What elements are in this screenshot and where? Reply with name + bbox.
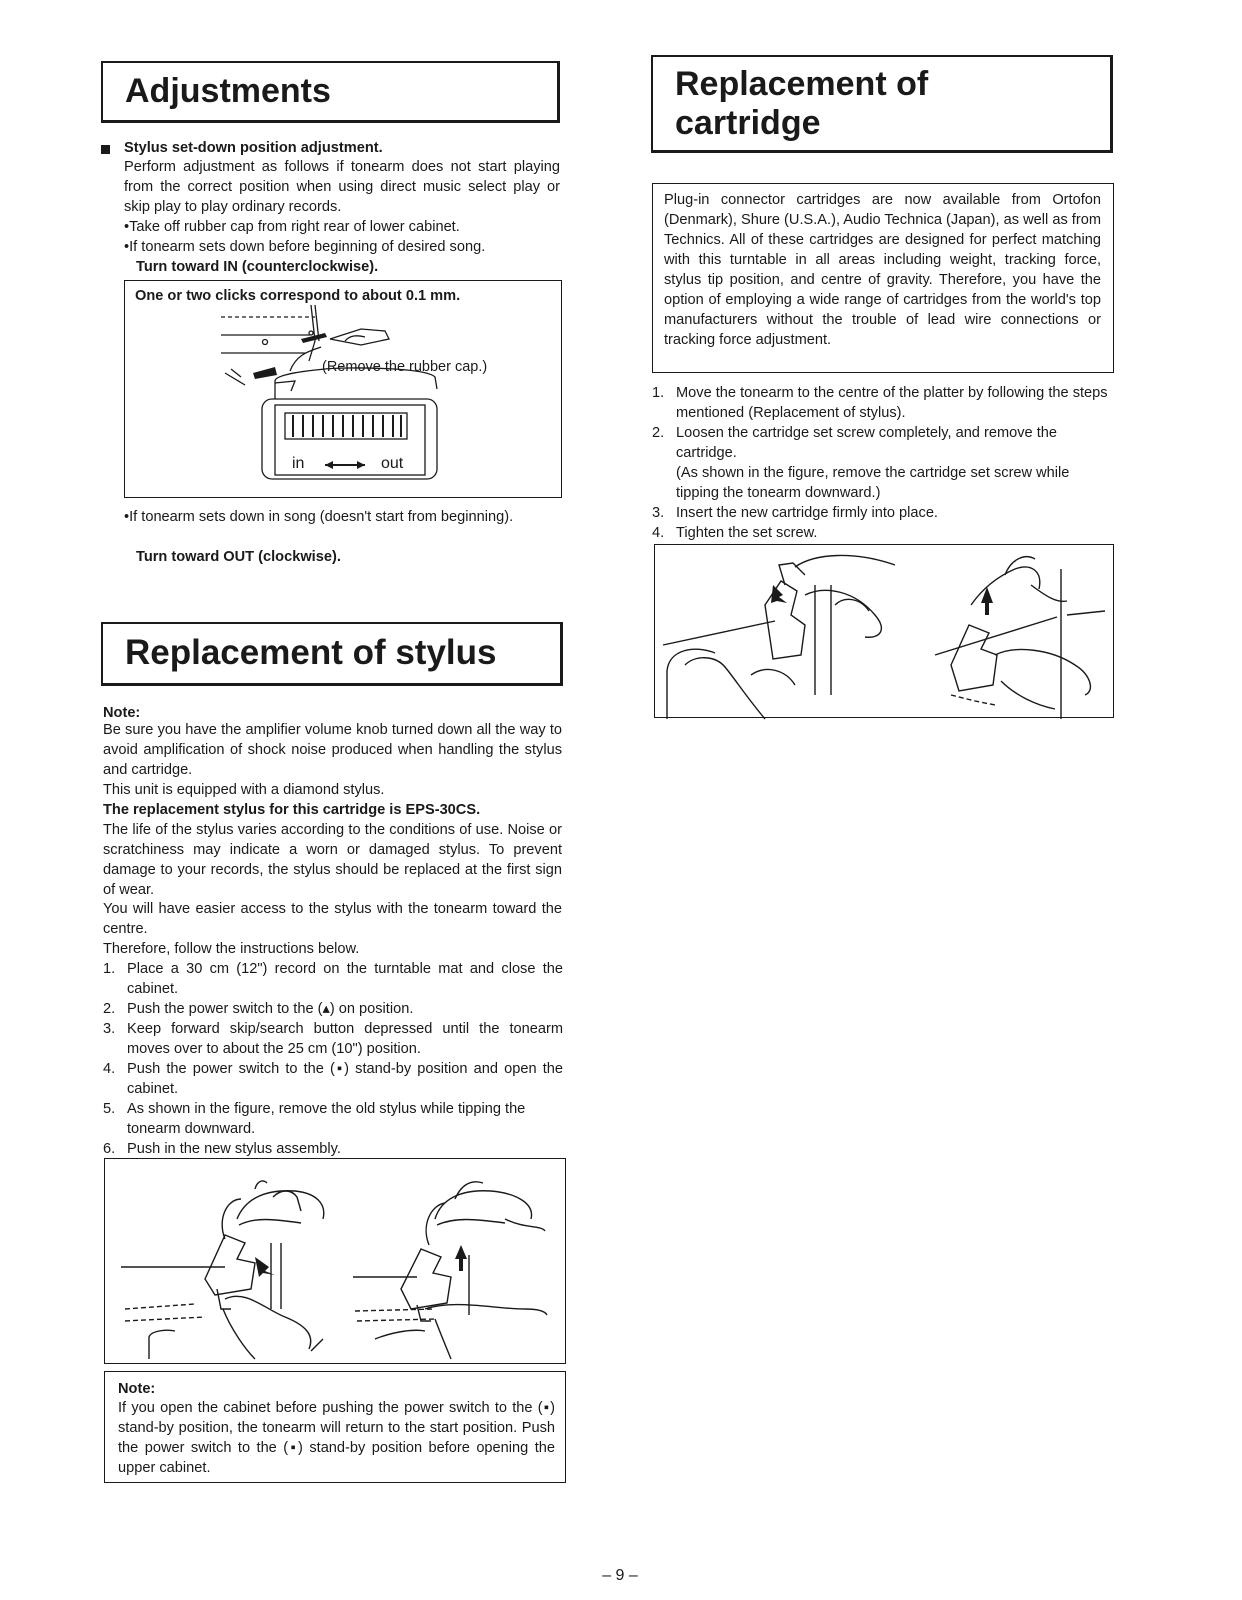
stylus-step: 4. Push the power switch to the (▪) stand-by position and open the cabinet.	[103, 1061, 563, 1097]
stylus-steps	[103, 959, 563, 1159]
adjustments-title: Adjustments	[125, 72, 331, 110]
stylus-replacement-figure	[104, 1158, 566, 1364]
stylus-therefore-text: Therefore, follow the instructions below.	[103, 941, 360, 957]
cartridge-step: (As shown in the figure, remove the cartridge set screw while tipping the tonearm downward.)	[676, 465, 1070, 501]
dial-in-label: in	[292, 455, 305, 472]
adjustment-bullet-before: •If tonearm sets down before beginning of desired song.	[124, 239, 486, 255]
stylus-life-text: The life of the stylus varies according to the conditions of use. Noise or scratchiness may indicate a worn or damaged stylus. To prevent damage to your records, the stylus should be replaced at the first sign of wear.	[103, 822, 562, 898]
adjustment-bullet-rubber-cap: •Take off rubber cap from right rear of lower cabinet.	[124, 219, 460, 235]
adjustment-intro: Perform adjustment as follows if tonearm does not start playing from the correct position when using direct music select play or skip play to play ordinary records.	[124, 159, 560, 215]
cartridge-title-box	[651, 55, 1113, 153]
stylus-note2-text: If you open the cabinet before pushing the power switch to the (▪) stand-by position, the tonearm will return to the start position. Push the power switch to the (▪) stand-by position before opening the upper cabinet.	[118, 1400, 555, 1476]
replacement-stylus-model: The replacement stylus for this cartridge is EPS-30CS.	[103, 802, 481, 818]
turn-in-instruction: Turn toward IN (counterclockwise).	[136, 259, 379, 275]
adjustment-figure	[124, 280, 562, 498]
stylus-note-text: Be sure you have the amplifier volume knob turned down all the way to avoid amplification of shock noise produced when handling the stylus and cartridge.	[103, 722, 562, 778]
cartridge-step: 2. Loosen the cartridge set screw completely, and remove the cartridge.	[652, 425, 1057, 461]
adjustment-figure-caption: One or two clicks correspond to about 0.1 mm.	[135, 288, 461, 304]
cartridge-intro-box	[652, 183, 1114, 373]
cartridge-hands-illustration	[655, 545, 1115, 719]
adjustments-title-box	[101, 61, 560, 123]
stylus-step: 1. Place a 30 cm (12") record on the turntable mat and close the cabinet.	[103, 961, 563, 997]
stylus-hands-illustration	[105, 1159, 567, 1365]
cartridge-title-line1: Replacement of	[675, 65, 929, 103]
stylus-note2-label: Note:	[118, 1381, 156, 1397]
square-bullet-icon	[101, 145, 110, 154]
cartridge-step: 1. Move the tonearm to the centre of the platter by following the steps mentioned (Replacement of stylus).	[652, 385, 1108, 421]
adjustment-heading: Stylus set-down position adjustment.	[124, 140, 383, 156]
stylus-step: 2. Push the power switch to the (▴) on position.	[103, 1001, 414, 1017]
stylus-title: Replacement of stylus	[125, 633, 497, 672]
turn-out-instruction: Turn toward OUT (clockwise).	[136, 549, 341, 565]
page-number: – 9 –	[602, 1567, 638, 1584]
diamond-stylus-text: This unit is equipped with a diamond stylus.	[103, 782, 385, 798]
stylus-note-label: Note:	[103, 705, 141, 721]
cartridge-title-line2: cartridge	[675, 104, 821, 142]
cartridge-intro-text: Plug-in connector cartridges are now available from Ortofon (Denmark), Shure (U.S.A.), Audio Technica (Japan), as well as from Technics. All of these cartridges are designed for perfect matching with this turntable in all areas including weight, tracking force, stylus tip position, and centre of gravity. Therefore, you have the option of employing a wide range of cartridges from the world's top manufacturers without the trouble of lead wire connections or tracking force adjustment.	[664, 192, 1101, 348]
tonearm-adjustment-diagram	[125, 281, 563, 499]
cartridge-step: 4. Tighten the set screw.	[652, 525, 818, 541]
dial-out-label: out	[381, 455, 404, 472]
remove-rubber-cap-label: (Remove the rubber cap.)	[322, 359, 488, 375]
stylus-step: 5. As shown in the figure, remove the old stylus while tipping the tonearm downward.	[103, 1101, 526, 1137]
stylus-title-box	[101, 622, 563, 686]
cartridge-step: 3. Insert the new cartridge firmly into place.	[652, 505, 938, 521]
cartridge-steps	[652, 383, 1114, 543]
stylus-step: 3. Keep forward skip/search button depressed until the tonearm moves over to about the 25 cm (10") position.	[103, 1021, 563, 1057]
adjustment-bullet-in-song: •If tonearm sets down in song (doesn't start from beginning).	[124, 509, 514, 525]
cartridge-replacement-figure	[654, 544, 1114, 718]
stylus-note-box	[104, 1371, 566, 1483]
stylus-access-text: You will have easier access to the stylus with the tonearm toward the centre.	[103, 901, 562, 937]
stylus-step: 6. Push in the new stylus assembly.	[103, 1141, 341, 1157]
